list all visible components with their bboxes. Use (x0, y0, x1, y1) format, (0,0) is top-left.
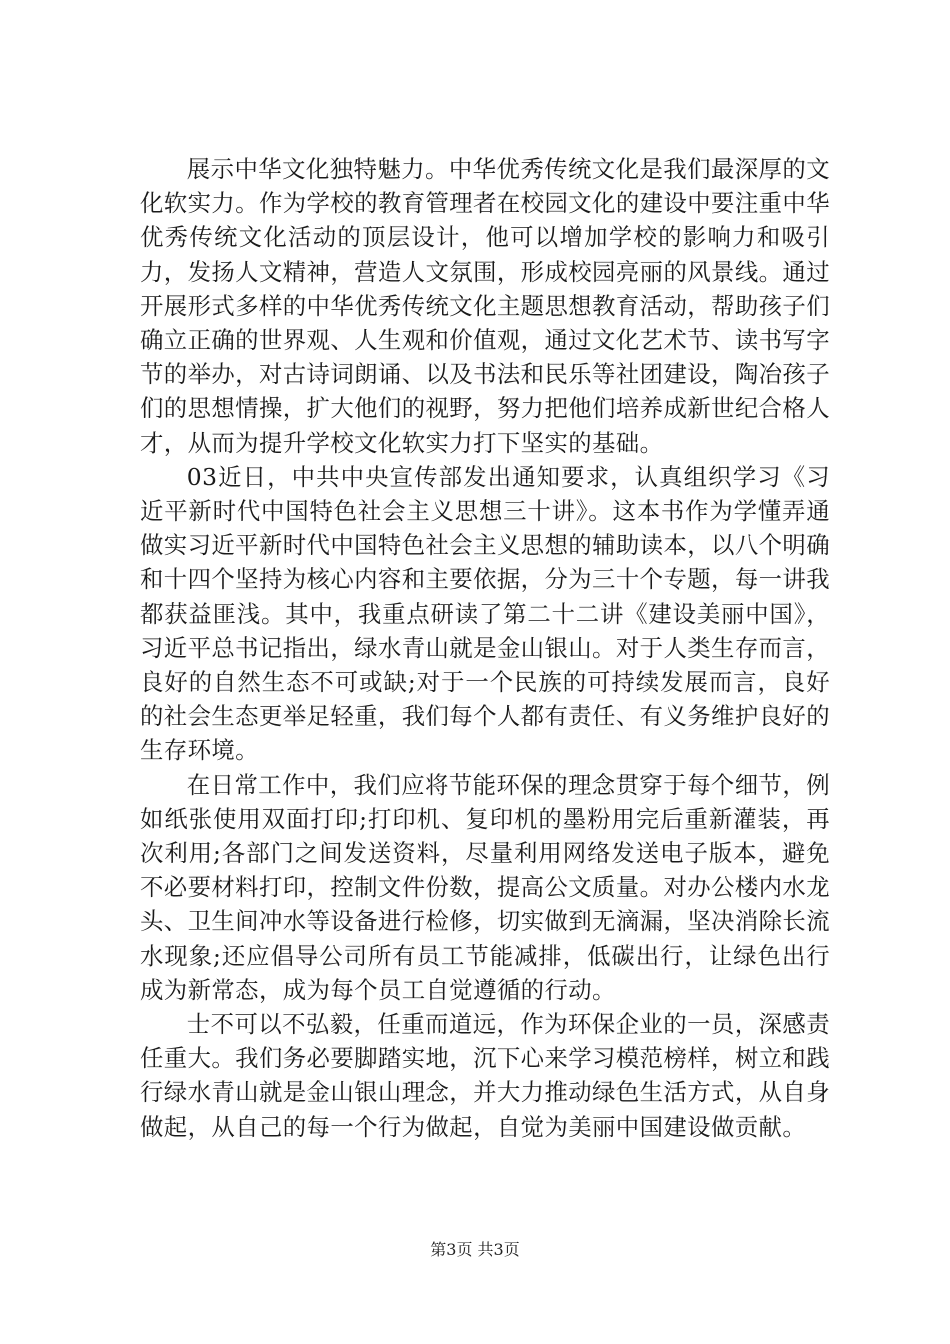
paragraph-2: 03近日，中共中央宣传部发出通知要求，认真组织学习《习近平新时代中国特色社会主义思想三十讲》。这本书作为学懂弄通做实习近平新时代中国特色社会主义思想的辅助读本，以八个明确和十四个坚持为核心内容和主要依据，分为三十个专题，每一讲我都获益匪浅。其中，我重点研读了第二十二讲《建设美丽中国》，习近平总书记指出，绿水青山就是金山银山。对于人类生存而言，良好的自然生态不可或缺;对于一个民族的可持续发展而言，良好的社会生态更举足轻重，我们每个人都有责任、有义务维护良好的生存环境。 (140, 462, 830, 765)
page-number: 第3页 (430, 1240, 473, 1259)
page-footer (0, 1240, 950, 1260)
document-body (140, 152, 830, 1144)
paragraph-3: 在日常工作中，我们应将节能环保的理念贯穿于每个细节，例如纸张使用双面打印;打印机、复印机的墨粉用完后重新灌装，再次利用;各部门之间发送资料，尽量利用网络发送电子版本，避免不必要材料打印，控制文件份数，提高公文质量。对办公楼内水龙头、卫生间冲水等设备进行检修，切实做到无滴漏，坚决消除长流水现象;还应倡导公司所有员工节能减排，低碳出行，让绿色出行成为新常态，成为每个员工自觉遵循的行动。 (140, 770, 830, 1004)
page-total: 共3页 (477, 1240, 520, 1259)
paragraph-4: 士不可以不弘毅，任重而道远，作为环保企业的一员，深感责任重大。我们务必要脚踏实地，沉下心来学习模范榜样，树立和践行绿水青山就是金山银山理念，并大力推动绿色生活方式，从自身做起，从自己的每一个行为做起，自觉为美丽中国建设做贡献。 (140, 1010, 830, 1141)
paragraph-1: 展示中华文化独特魅力。中华优秀传统文化是我们最深厚的文化软实力。作为学校的教育管理者在校园文化的建设中要注重中华优秀传统文化活动的顶层设计，他可以增加学校的影响力和吸引力，发扬人文精神，营造人文氛围，形成校园亮丽的风景线。通过开展形式多样的中华优秀传统文化主题思想教育活动，帮助孩子们确立正确的世界观、人生观和价值观，通过文化艺术节、读书写字节的举办，对古诗词朗诵、以及书法和民乐等社团建设，陶冶孩子们的思想情操，扩大他们的视野，努力把他们培养成新世纪合格人才，从而为提升学校文化软实力打下坚实的基础。 (140, 155, 830, 457)
